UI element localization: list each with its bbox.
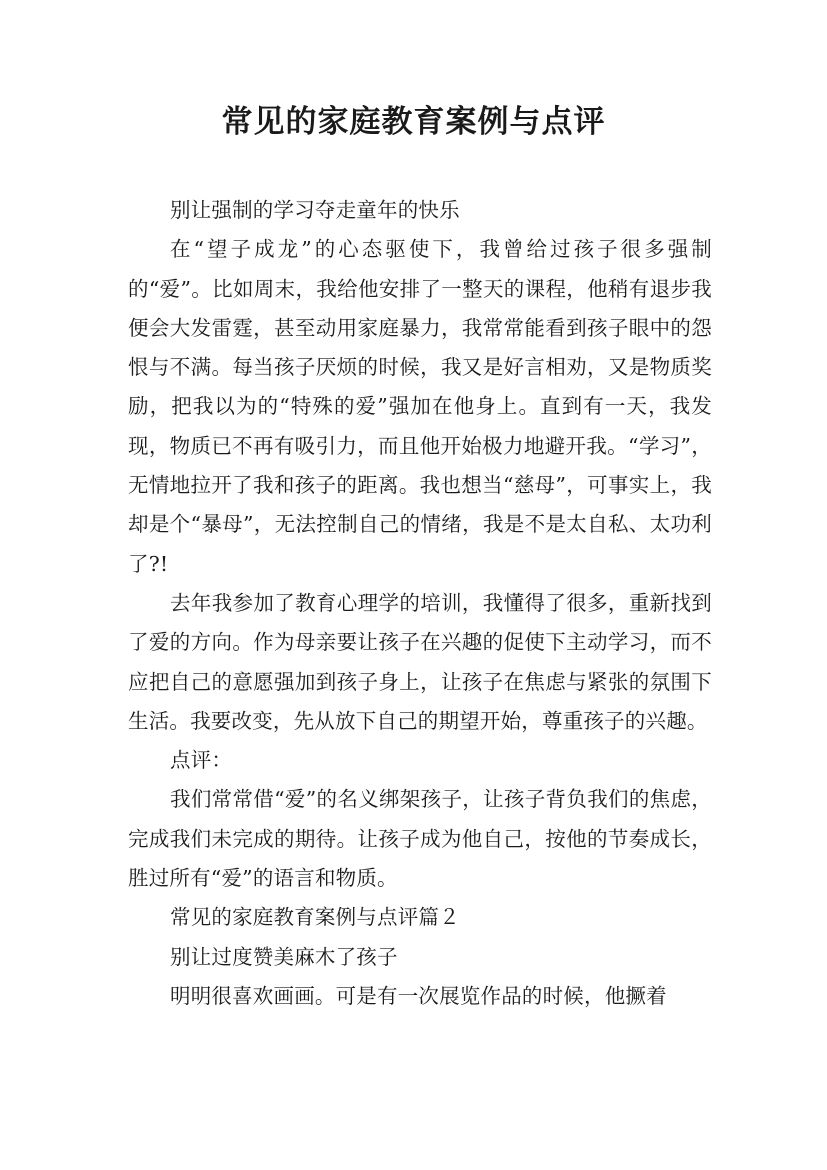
section-heading: 常见的家庭教育案例与点评篇２ — [170, 905, 460, 930]
section-heading: 别让强制的学习夺走童年的快乐 — [170, 198, 460, 222]
body-paragraph: 在“望子成龙”的心态驱使下，我曾给过孩子很多强制的“爱”。比如周末，我给他安排了一整天的课程，他稍有退步我便会大发雷霆，甚至动用家庭暴力，我常常能看到孩子眼中的怨恨与不满。每当孩子厌烦的时候，我又是好言相劝，又是物质奖励，把我以为的“特殊的爱”强加在他身上。直到有一天，我发现，物质已不再有吸引力，而且他开始极力地避开我。“学习”，无情地拉开了我和孩子的距离。我也想当“慈母”，可事实上，我却是个“暴母”，无法控制自己的情绪，我是不是太自私、太功利了?! — [128, 237, 712, 576]
document-body — [128, 191, 712, 1016]
document-title: 常见的家庭教育案例与点评 — [221, 104, 606, 140]
body-paragraph: 明明很喜欢画画。可是有一次展览作品的时候，他撅着 — [170, 983, 667, 1008]
comment-paragraph: 我们常常借“爱”的名义绑架孩子，让孩子背负我们的焦虑，完成我们未完成的期待。让孩子成为他自己，按他的节奏成长，胜过所有“爱”的语言和物质。 — [128, 787, 712, 891]
section-heading: 别让过度赞美麻木了孩子 — [170, 944, 398, 969]
body-paragraph: 去年我参加了教育心理学的培训，我懂得了很多，重新找到了爱的方向。作为母亲要让孩子在兴趣的促使下主动学习，而不应把自己的意愿强加到孩子身上，让孩子在焦虑与紧张的氛围下生活。我要改变，先从放下自己的期望开始，尊重孩子的兴趣。 — [128, 590, 712, 733]
comment-label: 点评： — [170, 748, 233, 773]
